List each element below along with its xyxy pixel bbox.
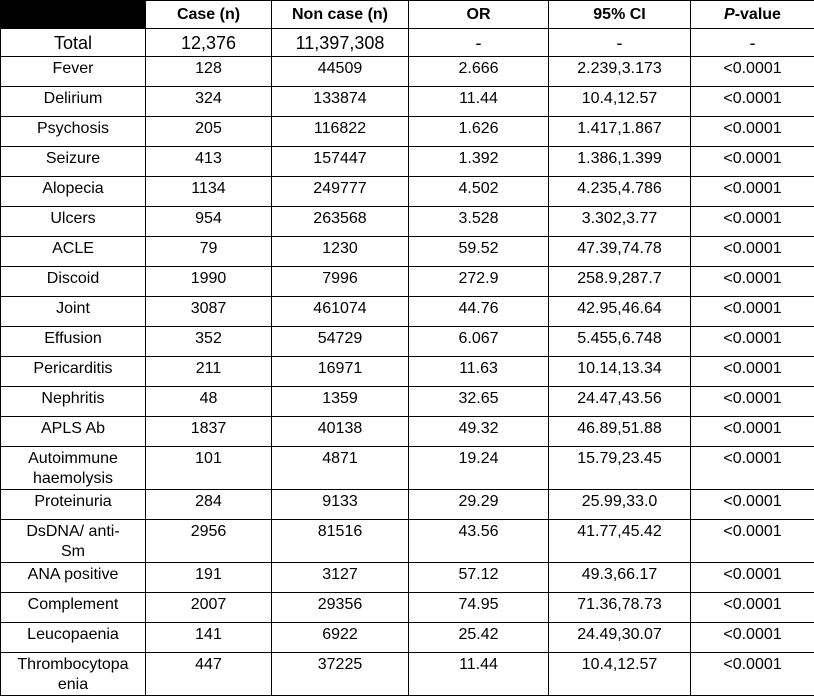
table-row bbox=[1, 117, 814, 147]
table-row bbox=[1, 417, 814, 447]
cell-ci: 47.39,74.78 bbox=[549, 237, 691, 267]
cell-noncase: 40138 bbox=[272, 417, 409, 447]
cell-or: 49.32 bbox=[409, 417, 549, 447]
cell-noncase: 29356 bbox=[272, 593, 409, 623]
cell-p: <0.0001 bbox=[691, 623, 814, 653]
row-label bbox=[1, 653, 146, 696]
table-row bbox=[1, 520, 814, 563]
cell-ci: 1.417,1.867 bbox=[549, 117, 691, 147]
cell-ci: 42.95,46.64 bbox=[549, 297, 691, 327]
cell-case: 3087 bbox=[146, 297, 272, 327]
cell-noncase: 263568 bbox=[272, 207, 409, 237]
cell-or: 11.44 bbox=[409, 87, 549, 117]
header-noncase: Non case (n) bbox=[272, 1, 409, 29]
cell-case: 352 bbox=[146, 327, 272, 357]
cell-p: <0.0001 bbox=[691, 593, 814, 623]
row-label-line1: DsDNA/ anti- bbox=[26, 523, 119, 540]
cell-case: 79 bbox=[146, 237, 272, 267]
cell-ci: 10.4,12.57 bbox=[549, 653, 691, 696]
row-label: ANA positive bbox=[1, 563, 146, 593]
row-label: Alopecia bbox=[1, 177, 146, 207]
cell-case: 413 bbox=[146, 147, 272, 177]
cell-case: 211 bbox=[146, 357, 272, 387]
cell-p: <0.0001 bbox=[691, 357, 814, 387]
cell-case: 141 bbox=[146, 623, 272, 653]
cell-p: <0.0001 bbox=[691, 117, 814, 147]
cell-ci: 4.235,4.786 bbox=[549, 177, 691, 207]
row-label: Ulcers bbox=[1, 207, 146, 237]
cell-noncase: 1359 bbox=[272, 387, 409, 417]
table-row bbox=[1, 87, 814, 117]
cell-or: 6.067 bbox=[409, 327, 549, 357]
header-ci: 95% CI bbox=[549, 1, 691, 29]
header-p-italic: P bbox=[724, 6, 735, 23]
cell-p: <0.0001 bbox=[691, 177, 814, 207]
row-label: Nephritis bbox=[1, 387, 146, 417]
cell-noncase: 3127 bbox=[272, 563, 409, 593]
cell-noncase: 4871 bbox=[272, 447, 409, 490]
cell-p: <0.0001 bbox=[691, 297, 814, 327]
cell-ci: 49.3,66.17 bbox=[549, 563, 691, 593]
cell-ci: 24.47,43.56 bbox=[549, 387, 691, 417]
cell-p: <0.0001 bbox=[691, 387, 814, 417]
row-label: Joint bbox=[1, 297, 146, 327]
cell-or: 2.666 bbox=[409, 57, 549, 87]
cell-p: <0.0001 bbox=[691, 490, 814, 520]
cell-ci: 10.4,12.57 bbox=[549, 87, 691, 117]
row-label: Psychosis bbox=[1, 117, 146, 147]
cell-or: 1.626 bbox=[409, 117, 549, 147]
row-label-line2: Sm bbox=[61, 543, 85, 560]
cell-noncase: 249777 bbox=[272, 177, 409, 207]
table-row bbox=[1, 593, 814, 623]
cell-or: 32.65 bbox=[409, 387, 549, 417]
row-label-line2: enia bbox=[58, 676, 88, 693]
cell-p: <0.0001 bbox=[691, 520, 814, 563]
cell-ci: 46.89,51.88 bbox=[549, 417, 691, 447]
row-label bbox=[1, 447, 146, 490]
cell-noncase: 44509 bbox=[272, 57, 409, 87]
cell-case: 1990 bbox=[146, 267, 272, 297]
cell-noncase: 81516 bbox=[272, 520, 409, 563]
cell-case: 2007 bbox=[146, 593, 272, 623]
row-label: Discoid bbox=[1, 267, 146, 297]
cell-noncase: 11,397,308 bbox=[272, 29, 409, 57]
cell-or: 44.76 bbox=[409, 297, 549, 327]
cell-ci: 24.49,30.07 bbox=[549, 623, 691, 653]
row-label: Fever bbox=[1, 57, 146, 87]
cell-or: 25.42 bbox=[409, 623, 549, 653]
cell-p: <0.0001 bbox=[691, 447, 814, 490]
table-row bbox=[1, 237, 814, 267]
cell-noncase: 1230 bbox=[272, 237, 409, 267]
table-row bbox=[1, 563, 814, 593]
cell-p: <0.0001 bbox=[691, 57, 814, 87]
cell-or: 19.24 bbox=[409, 447, 549, 490]
cell-case: 101 bbox=[146, 447, 272, 490]
cell-case: 205 bbox=[146, 117, 272, 147]
table-row bbox=[1, 623, 814, 653]
row-label: Leucopaenia bbox=[1, 623, 146, 653]
cell-or: 57.12 bbox=[409, 563, 549, 593]
table-row bbox=[1, 327, 814, 357]
cell-p: <0.0001 bbox=[691, 147, 814, 177]
row-label bbox=[1, 520, 146, 563]
header-p-rest: -value bbox=[735, 6, 781, 23]
cell-ci: 10.14,13.34 bbox=[549, 357, 691, 387]
cell-case: 12,376 bbox=[146, 29, 272, 57]
cell-or: - bbox=[409, 29, 549, 57]
header-case: Case (n) bbox=[146, 1, 272, 29]
row-label-line1: Thrombocytopa bbox=[17, 656, 128, 673]
cell-case: 128 bbox=[146, 57, 272, 87]
cell-noncase: 16971 bbox=[272, 357, 409, 387]
cell-or: 11.63 bbox=[409, 357, 549, 387]
cell-case: 1134 bbox=[146, 177, 272, 207]
table-row bbox=[1, 57, 814, 87]
cell-case: 191 bbox=[146, 563, 272, 593]
row-label: APLS Ab bbox=[1, 417, 146, 447]
cell-case: 284 bbox=[146, 490, 272, 520]
cell-or: 3.528 bbox=[409, 207, 549, 237]
cell-noncase: 9133 bbox=[272, 490, 409, 520]
cell-ci: 5.455,6.748 bbox=[549, 327, 691, 357]
row-label: Proteinuria bbox=[1, 490, 146, 520]
cell-p: <0.0001 bbox=[691, 327, 814, 357]
table-row bbox=[1, 267, 814, 297]
cell-or: 4.502 bbox=[409, 177, 549, 207]
cell-noncase: 37225 bbox=[272, 653, 409, 696]
cell-ci: 71.36,78.73 bbox=[549, 593, 691, 623]
table-row bbox=[1, 387, 814, 417]
cell-case: 2956 bbox=[146, 520, 272, 563]
total-row bbox=[1, 29, 814, 57]
table-row bbox=[1, 357, 814, 387]
table-row bbox=[1, 297, 814, 327]
cell-ci: 2.239,3.173 bbox=[549, 57, 691, 87]
row-label: Complement bbox=[1, 593, 146, 623]
row-label: Delirium bbox=[1, 87, 146, 117]
cell-or: 59.52 bbox=[409, 237, 549, 267]
table-row bbox=[1, 490, 814, 520]
header-row bbox=[1, 1, 814, 29]
header-or: OR bbox=[409, 1, 549, 29]
header-blank-cell bbox=[1, 1, 146, 29]
table-row bbox=[1, 177, 814, 207]
row-label: Seizure bbox=[1, 147, 146, 177]
table-row bbox=[1, 147, 814, 177]
row-label: Pericarditis bbox=[1, 357, 146, 387]
table-row bbox=[1, 653, 814, 696]
cell-noncase: 54729 bbox=[272, 327, 409, 357]
cell-noncase: 133874 bbox=[272, 87, 409, 117]
row-label-line2: haemolysis bbox=[33, 470, 113, 487]
cell-noncase: 7996 bbox=[272, 267, 409, 297]
header-p-value bbox=[691, 1, 814, 29]
cell-noncase: 461074 bbox=[272, 297, 409, 327]
cell-case: 1837 bbox=[146, 417, 272, 447]
cell-ci: - bbox=[549, 29, 691, 57]
cell-ci: 15.79,23.45 bbox=[549, 447, 691, 490]
cell-p: <0.0001 bbox=[691, 207, 814, 237]
cell-ci: 25.99,33.0 bbox=[549, 490, 691, 520]
cell-or: 1.392 bbox=[409, 147, 549, 177]
cell-or: 29.29 bbox=[409, 490, 549, 520]
cell-p: <0.0001 bbox=[691, 237, 814, 267]
cell-case: 447 bbox=[146, 653, 272, 696]
cell-ci: 3.302,3.77 bbox=[549, 207, 691, 237]
cell-p: <0.0001 bbox=[691, 417, 814, 447]
cell-or: 43.56 bbox=[409, 520, 549, 563]
row-label: Total bbox=[1, 29, 146, 57]
cell-ci: 41.77,45.42 bbox=[549, 520, 691, 563]
cell-case: 954 bbox=[146, 207, 272, 237]
cell-ci: 1.386,1.399 bbox=[549, 147, 691, 177]
row-label: ACLE bbox=[1, 237, 146, 267]
cell-ci: 258.9,287.7 bbox=[549, 267, 691, 297]
cell-p: <0.0001 bbox=[691, 653, 814, 696]
cell-case: 48 bbox=[146, 387, 272, 417]
cell-or: 272.9 bbox=[409, 267, 549, 297]
cell-case: 324 bbox=[146, 87, 272, 117]
table-row bbox=[1, 447, 814, 490]
row-label-line1: Autoimmune bbox=[28, 450, 118, 467]
cell-p: <0.0001 bbox=[691, 267, 814, 297]
cell-noncase: 157447 bbox=[272, 147, 409, 177]
row-label: Effusion bbox=[1, 327, 146, 357]
cell-p: - bbox=[691, 29, 814, 57]
cell-p: <0.0001 bbox=[691, 563, 814, 593]
cell-noncase: 6922 bbox=[272, 623, 409, 653]
cell-or: 11.44 bbox=[409, 653, 549, 696]
cell-noncase: 116822 bbox=[272, 117, 409, 147]
cell-or: 74.95 bbox=[409, 593, 549, 623]
table-row bbox=[1, 207, 814, 237]
cell-p: <0.0001 bbox=[691, 87, 814, 117]
